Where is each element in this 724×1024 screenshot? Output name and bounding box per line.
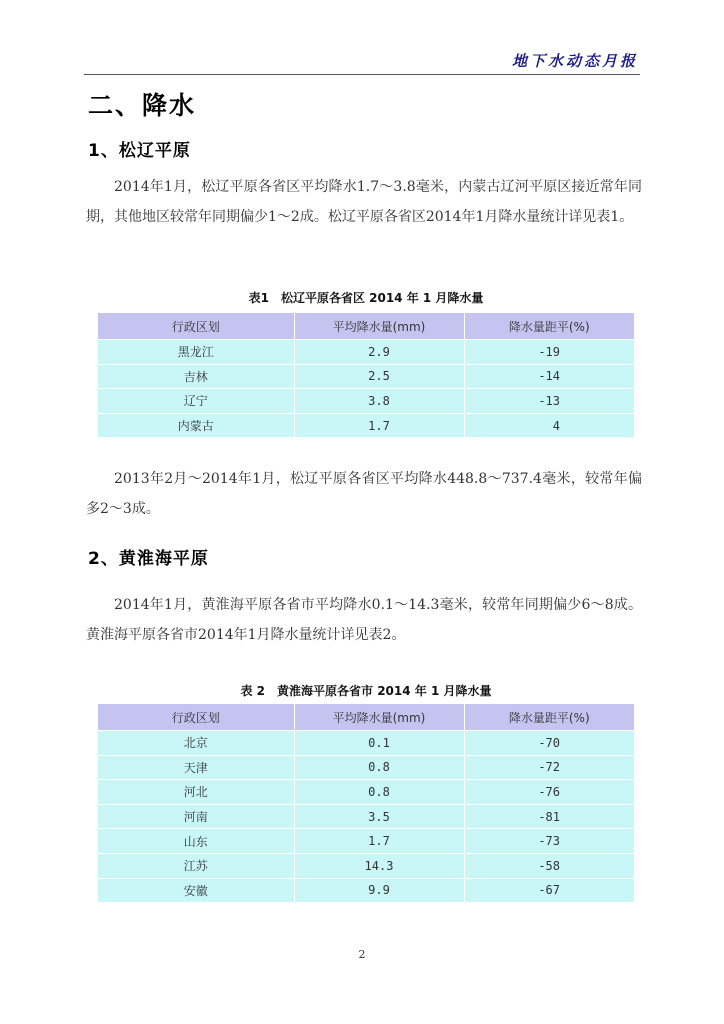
cell-region: 江苏 [98,853,294,878]
cell-avg-precip: 14.3 [294,853,464,878]
table-row [98,804,634,829]
table-header-row [98,313,634,340]
table-row [98,878,634,902]
cell-region: 北京 [98,731,294,756]
paragraph-huanghuaihai-summary: 2014年1月，黄淮海平原各省市平均降水0.1～14.3毫米，较常年同期偏少6～8成。黄淮海平原各省市2014年1月降水量统计详见表2。 [86,597,642,643]
cell-region: 内蒙古 [98,413,294,437]
cell-avg-precip: 1.7 [294,829,464,854]
table-row [98,780,634,805]
subsection-title-huanghuaihai: 2、黄淮海平原 [88,549,209,569]
cell-avg-precip: 0.8 [294,755,464,780]
cell-anomaly: -19 [464,340,634,365]
paragraph-songliao-annual: 2013年2月～2014年1月，松辽平原各省区平均降水448.8～737.4毫米，较常年偏多2～3成。 [86,471,642,517]
cell-region: 河北 [98,780,294,805]
cell-region: 天津 [98,755,294,780]
cell-avg-precip: 0.1 [294,731,464,756]
cell-avg-precip: 3.8 [294,389,464,414]
table-row [98,389,634,414]
table-row [98,731,634,756]
cell-anomaly: -67 [464,878,634,902]
header-divider [84,74,640,75]
cell-anomaly: -14 [464,364,634,389]
cell-anomaly: 4 [464,413,634,437]
table-row [98,413,634,437]
table-1-caption: 表1 松辽平原各省区 2014 年 1 月降水量 [248,291,484,305]
column-header-anomaly: 降水量距平(%) [464,704,634,731]
table-row [98,340,634,365]
table-1-songliao-precipitation [98,313,634,437]
cell-region: 吉林 [98,364,294,389]
table-row [98,853,634,878]
table-row [98,829,634,854]
column-header-anomaly: 降水量距平(%) [464,313,634,340]
column-header-avg-precip: 平均降水量(mm) [294,313,464,340]
cell-avg-precip: 2.5 [294,364,464,389]
cell-anomaly: -76 [464,780,634,805]
cell-region: 山东 [98,829,294,854]
table-row [98,755,634,780]
table-row [98,364,634,389]
cell-avg-precip: 2.9 [294,340,464,365]
paragraph-songliao-summary: 2014年1月，松辽平原各省区平均降水1.7～3.8毫米，内蒙古辽河平原区接近常年同期，其他地区较常年同期偏少1～2成。松辽平原各省区2014年1月降水量统计详见表1。 [86,179,642,225]
table-2-caption: 表 2 黄淮海平原各省市 2014 年 1 月降水量 [240,684,492,698]
cell-anomaly: -70 [464,731,634,756]
cell-region: 安徽 [98,878,294,902]
cell-avg-precip: 1.7 [294,413,464,437]
table-header-row [98,704,634,731]
table-2-huanghuaihai-precipitation [98,704,634,902]
section-title: 二、降水 [88,91,197,120]
column-header-avg-precip: 平均降水量(mm) [294,704,464,731]
cell-anomaly: -72 [464,755,634,780]
report-header-title: 地下水动态月报 [511,52,638,70]
cell-anomaly: -58 [464,853,634,878]
page-number: 2 [358,948,366,961]
cell-anomaly: -73 [464,829,634,854]
cell-anomaly: -13 [464,389,634,414]
column-header-region: 行政区划 [98,704,294,731]
column-header-region: 行政区划 [98,313,294,340]
cell-region: 河南 [98,804,294,829]
cell-anomaly: -81 [464,804,634,829]
cell-avg-precip: 0.8 [294,780,464,805]
subsection-title-songliao: 1、松辽平原 [88,141,191,161]
cell-avg-precip: 9.9 [294,878,464,902]
cell-avg-precip: 3.5 [294,804,464,829]
cell-region: 辽宁 [98,389,294,414]
cell-region: 黑龙江 [98,340,294,365]
